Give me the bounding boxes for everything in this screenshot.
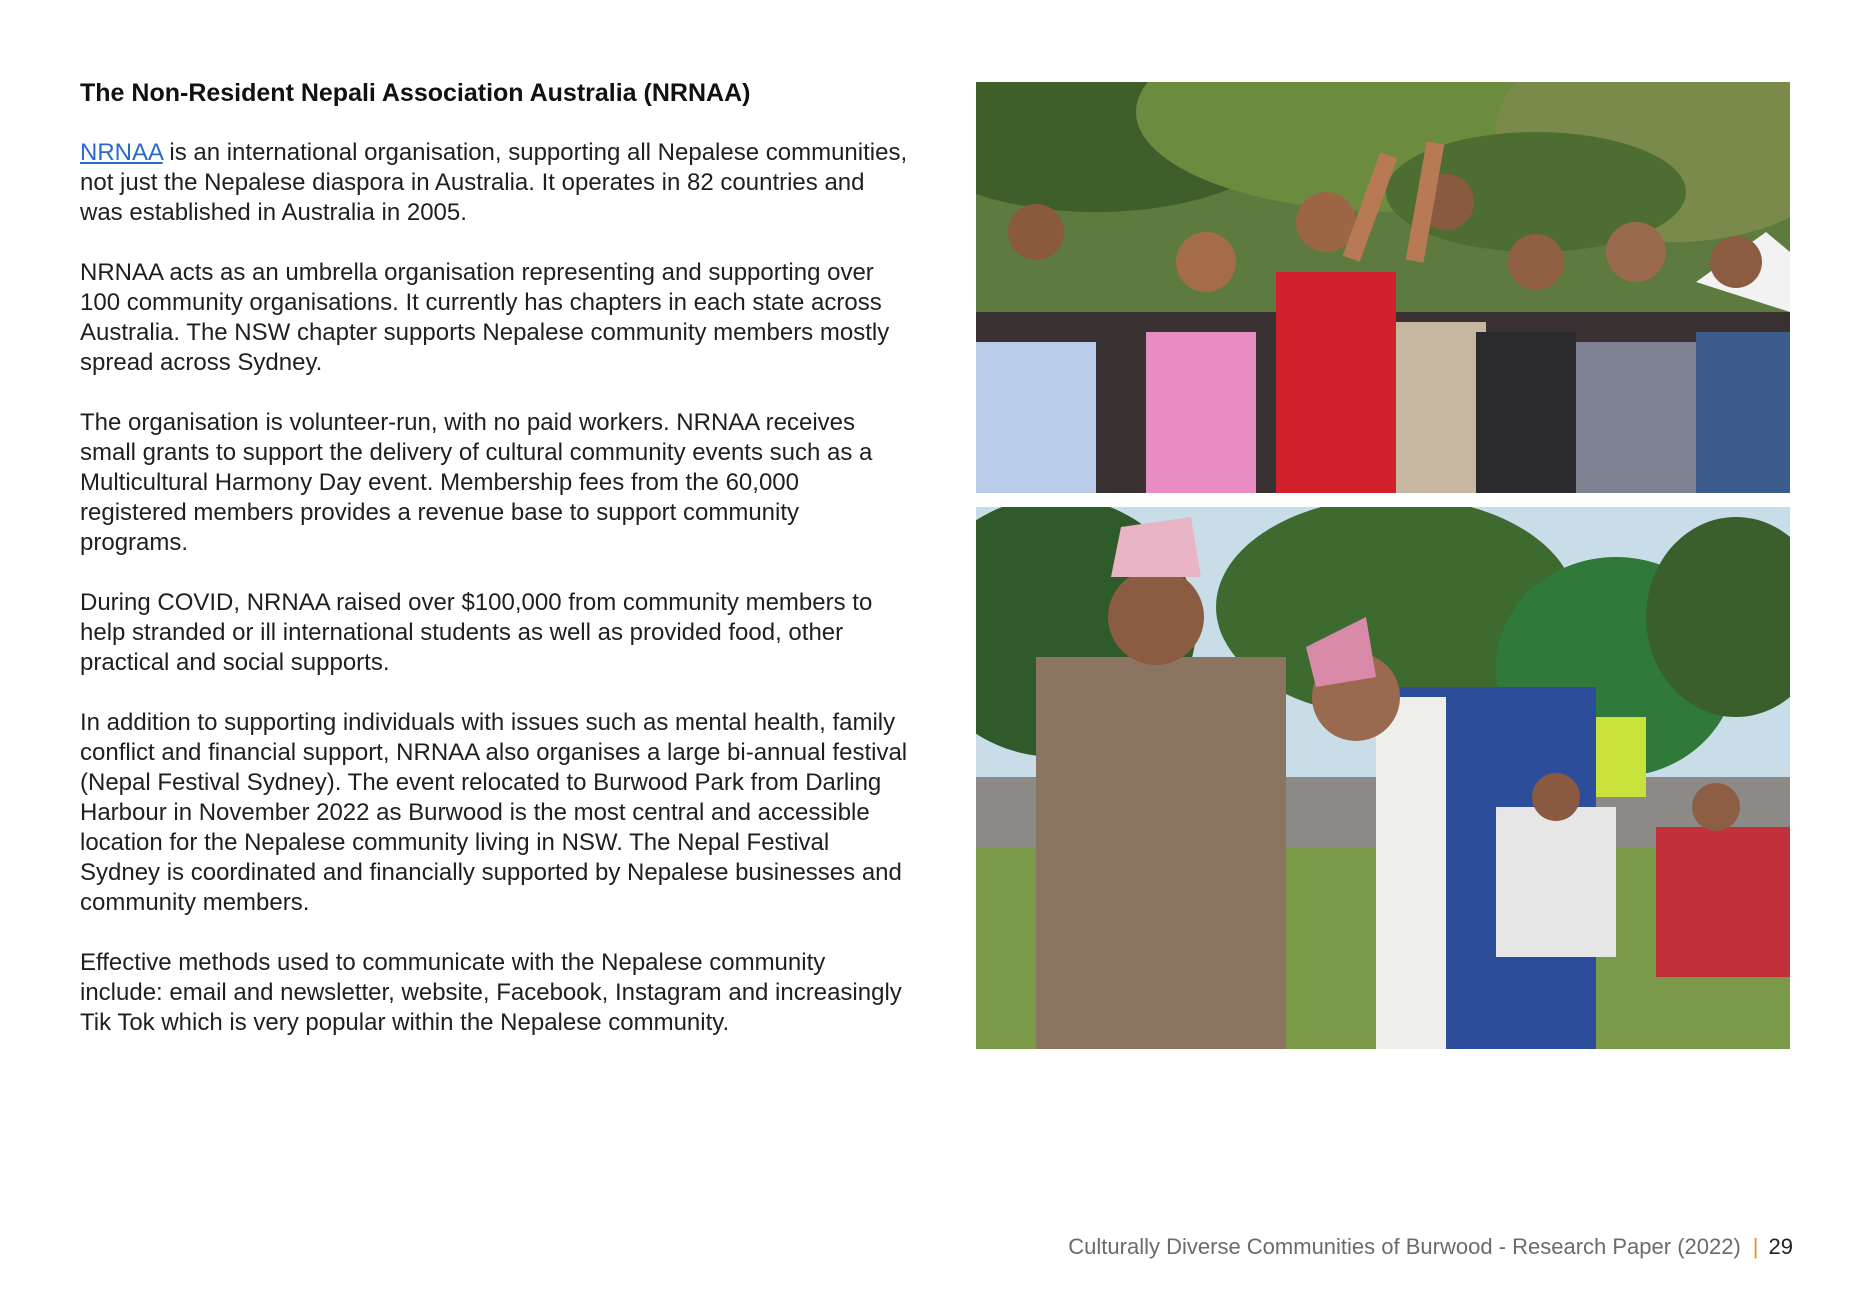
- paragraph-festival: In addition to supporting individuals with issues such as mental health, family conflict and financial support, NRNAA also organises a large bi-annual festival (Nepal Festival Sydney). The event relocated to Burwood Park from Darling Harbour in November 2022 as Burwood is the most central and accessible location for the Nepalese community living in NSW. The Nepal Festival Sydney is coordinated and financially supported by Nepalese businesses and community members.: [80, 709, 908, 916]
- paragraph-umbrella: NRNAA acts as an umbrella organisation representing and supporting over 100 community organisations. It currently has chapters in each state across Australia. The NSW chapter supports Nepalese community members mostly spread across Sydney.: [80, 259, 890, 376]
- text-column: [80, 76, 910, 1068]
- ceremony-photo: [976, 507, 1790, 1049]
- paragraph-covid: During COVID, NRNAA raised over $100,000 from community members to help stranded or ill international students as well as provided food, other practical and social supports.: [80, 589, 873, 676]
- page-footer: [1068, 1234, 1793, 1260]
- page-number: 29: [1768, 1234, 1793, 1259]
- nrnaa-link[interactable]: NRNAA: [80, 139, 163, 166]
- paragraph-communication: Effective methods used to communicate with the Nepalese community include: email and newsletter, website, Facebook, Instagram and increasingly Tik Tok which is very popular within the Nepalese community.: [80, 949, 902, 1036]
- paragraph-volunteer: The organisation is volunteer-run, with no paid workers. NRNAA receives small grants to support the delivery of cultural community events such as a Multicultural Harmony Day event. Membership fees from the 60,000 registered members provides a revenue base to support community programs.: [80, 409, 873, 556]
- footer-title: Culturally Diverse Communities of Burwood - Research Paper (2022): [1068, 1234, 1741, 1259]
- footer-separator: |: [1752, 1234, 1759, 1259]
- ceremony-photo-illustration: [976, 507, 1790, 1049]
- paragraph-intro-text: is an international organisation, supporting all Nepalese communities, not just the Nepalese diaspora in Australia. It operates in 82 countries and was established in Australia in 2005.: [80, 139, 908, 226]
- crowd-photo-illustration: [976, 82, 1790, 493]
- section-heading: The Non-Resident Nepali Association Australia (NRNAA): [80, 79, 751, 107]
- crowd-photo: [976, 82, 1790, 493]
- paragraph-intro: [80, 138, 910, 228]
